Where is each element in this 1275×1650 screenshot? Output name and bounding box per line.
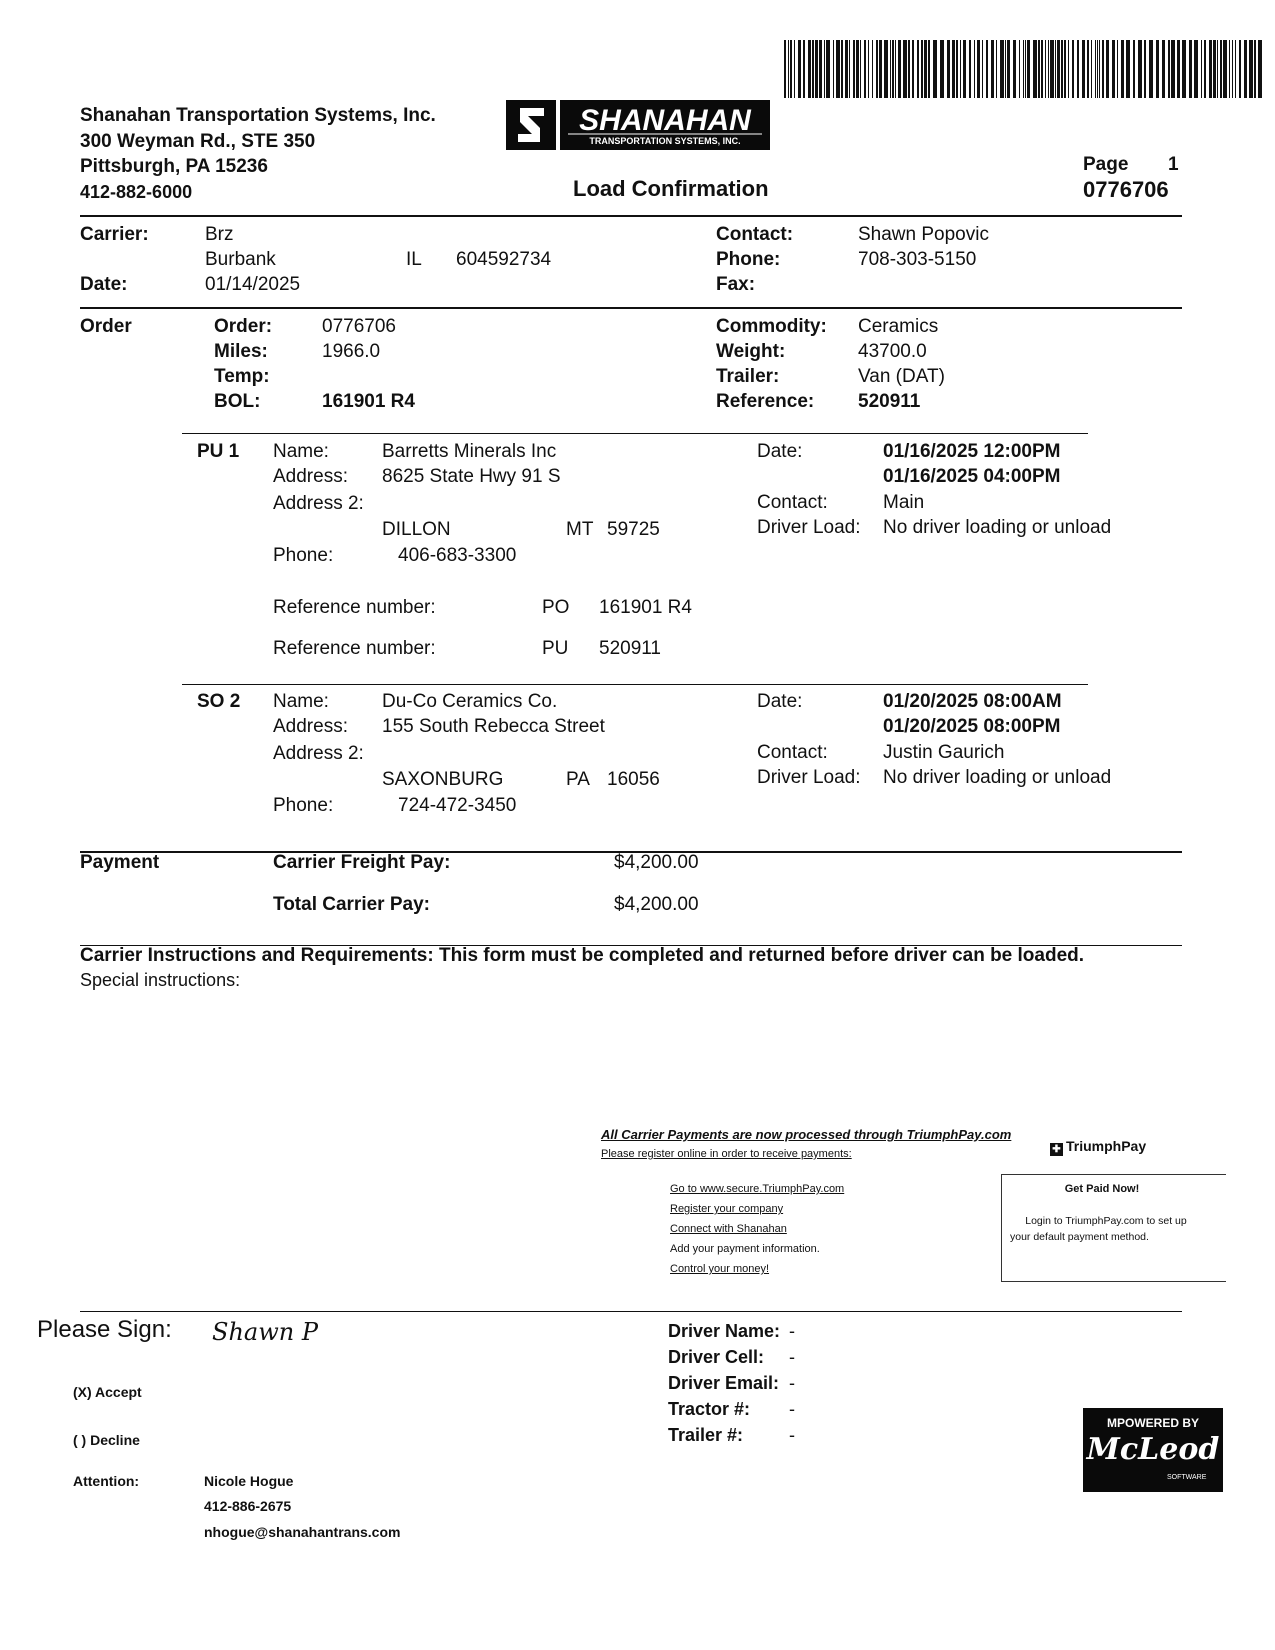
carrier-state: IL [406,249,422,270]
barcode-bar [1239,40,1241,98]
pu1-address: 8625 State Hwy 91 S [382,466,561,487]
barcode-bar [892,40,894,98]
triumph-step-1[interactable]: Go to www.secure.TriumphPay.com [670,1183,845,1195]
so2-phone: 724-472-3450 [398,795,517,816]
total-pay-amount: $4,200.00 [614,894,699,915]
barcode-bar [1244,40,1247,98]
so2-name-label: Name: [273,691,329,712]
driver-cell-label: Driver Cell: [668,1347,765,1367]
pu1-ref-label: Reference number: [273,597,436,618]
attention-name: Nicole Hogue [204,1473,294,1489]
barcode-bar [849,40,850,98]
triumph-logo-icon: ✚ [1050,1143,1063,1156]
company-phone: 412-882-6000 [80,182,193,202]
carrier-city: Burbank [205,249,276,270]
pu1-city: DILLON [382,519,451,540]
barcode-bar [1156,40,1159,98]
payment-section-label: Payment [80,852,160,873]
driver-email-label: Driver Email: [668,1373,780,1393]
barcode-bar [819,40,822,98]
pu1-zip: 59725 [607,519,660,540]
pu1-phone-label: Phone: [273,545,334,566]
barcode-bar [947,40,950,98]
barcode-bar [1229,40,1230,98]
please-sign-label: Please Sign: [37,1316,172,1343]
triumph-step-2: Register your company [670,1203,784,1215]
barcode-bar [952,40,955,98]
barcode-bar [1258,40,1262,98]
barcode-bar [1091,40,1092,98]
driver-name-label: Driver Name: [668,1321,781,1341]
pu1-date-label: Date: [757,441,803,462]
triumph-step-5: Control your money! [670,1263,770,1275]
carrier-date: 01/14/2025 [205,274,301,295]
barcode-bar [1168,40,1170,98]
mcleod-sub: SOFTWARE [1167,1474,1207,1481]
trailer-label: Trailer: [716,366,780,387]
driver-name[interactable]: - [789,1321,795,1341]
barcode-bar [924,40,927,98]
so2-date-to: 01/20/2025 08:00PM [883,716,1061,737]
temp-label: Temp: [214,366,270,387]
so2-name: Du-Co Ceramics Co. [382,691,558,712]
so2-phone-label: Phone: [273,795,334,816]
trailer-number[interactable]: - [789,1425,795,1445]
signature[interactable]: Shawn P [212,1318,318,1346]
barcode-bar [921,40,923,98]
barcode-bar [1082,40,1085,98]
special-instructions-label: Special instructions: [80,970,241,990]
triumph-brand-text: TriumphPay [1066,1138,1147,1154]
barcode-bar [1068,40,1069,98]
freight-pay-amount: $4,200.00 [614,852,699,873]
driver-email[interactable]: - [789,1373,795,1393]
date-label: Date: [80,274,128,295]
barcode-bar [1235,40,1236,98]
barcode-bar [812,40,814,98]
logo-sub: TRANSPORTATION SYSTEMS, INC. [589,136,741,146]
pu1-ref2-type: PU [542,638,569,659]
barcode-bar [1048,40,1049,98]
so2-address2-label: Address 2: [273,743,364,764]
mcleod-badge [1083,1408,1223,1492]
so2-zip: 16056 [607,769,660,790]
pu1-contact-label: Contact: [757,492,828,513]
barcode-bar [1005,40,1006,98]
barcode-bar [1097,40,1098,98]
order-number: 0776706 [322,316,396,337]
barcode-bar [969,40,971,98]
barcode-bar [836,40,840,98]
barcode-bar [1189,40,1192,98]
so2-state: PA [566,769,590,790]
company-address1: 300 Weyman Rd., STE 350 [80,131,316,152]
barcode-bar [933,40,937,98]
barcode-bar [1194,40,1198,98]
barcode-bar [841,40,843,98]
barcode-bar [890,40,891,98]
divider [80,1311,1182,1312]
barcode-bar [917,40,919,98]
pu1-driver-load: No driver loading or unload [883,517,1112,538]
pu1-ref2-value: 520911 [599,638,661,659]
attention-label: Attention: [73,1473,140,1489]
freight-pay-label: Carrier Freight Pay: [273,852,451,873]
pu1-name-label: Name: [273,441,329,462]
barcode-bar [1133,40,1135,98]
pu1-address2-label: Address 2: [273,493,364,514]
pu1-contact: Main [883,492,925,513]
barcode-bar [1213,40,1216,98]
order-reference: 520911 [858,391,921,412]
barcode-bar [824,40,825,98]
barcode-bar [940,40,944,98]
barcode-bar [1106,40,1109,98]
barcode-bar [991,40,994,98]
barcode-bar [928,40,930,98]
barcode-bar [982,40,983,98]
triumph-brand [1050,1138,1146,1156]
barcode-bar [1144,40,1146,98]
barcode-bar [1019,40,1020,98]
barcode [784,40,1264,100]
barcode-bar [1177,40,1180,98]
triumph-box-text-2: your default payment method. [1010,1231,1149,1243]
triumph-box-text-1: Login to TriumphPay.com to set up [1025,1215,1187,1227]
barcode-bar [1000,40,1004,98]
contact-label: Contact: [716,224,794,245]
so2-address: 155 South Rebecca Street [382,716,605,737]
page-label: Page [1083,154,1129,175]
company-name: Shanahan Transportation Systems, Inc. [80,105,436,126]
so2-date-from: 01/20/2025 08:00AM [883,691,1062,712]
so2-driver-load: No driver loading or unload [883,767,1112,788]
barcode-bar [1249,40,1253,98]
pu1-phone: 406-683-3300 [398,545,517,566]
so2-date-label: Date: [757,691,803,712]
barcode-bar [1025,40,1026,98]
order-label: Order: [214,316,273,337]
accept-option[interactable]: (X) Accept [73,1384,142,1400]
pu1-ref1-value: 161901 R4 [599,597,692,618]
reference-label: Reference: [716,391,815,412]
barcode-bar [895,40,896,98]
weight-label: Weight: [716,341,786,362]
barcode-bar [856,40,859,98]
divider [80,215,1182,217]
barcode-bar [908,40,910,98]
barcode-bar [1041,40,1043,98]
barcode-bar [1055,40,1056,98]
barcode-bar [1023,40,1024,98]
stop-tag-so2: SO 2 [197,691,241,712]
barcode-bar [872,40,873,98]
barcode-bar [1182,40,1186,98]
barcode-bar [898,40,901,98]
barcode-bar [903,40,907,98]
pu1-ref-label: Reference number: [273,638,436,659]
barcode-bar [860,40,861,98]
triumph-step-4: Add your payment information. [670,1243,820,1255]
barcode-bar [879,40,882,98]
barcode-bar [1095,40,1096,98]
barcode-bar [803,40,805,98]
phone-label: Phone: [716,249,781,270]
order-miles: 1966.0 [322,341,381,362]
pu1-address-label: Address: [273,466,348,487]
barcode-bar [963,40,966,98]
pu1-date-from: 01/16/2025 12:00PM [883,441,1061,462]
barcode-bar [1072,40,1074,98]
barcode-bar [1061,40,1063,98]
pu1-name: Barretts Minerals Inc [382,441,557,462]
barcode-bar [1007,40,1010,98]
divider [182,433,1088,434]
tractor-number[interactable]: - [789,1399,795,1419]
so2-city: SAXONBURG [382,769,504,790]
barcode-bar [1033,40,1037,98]
barcode-bar [912,40,914,98]
mcleod-brand: McLeod [1086,1432,1220,1467]
barcode-bar [794,40,795,98]
barcode-bar [1204,40,1206,98]
so2-contact-label: Contact: [757,742,828,763]
triumph-step-3: Connect with Shanahan [670,1223,787,1235]
barcode-bar [826,40,830,98]
order-weight: 43700.0 [858,341,927,362]
barcode-bar [1138,40,1142,98]
attention-email: nhogue@shanahantrans.com [204,1524,401,1540]
barcode-bar [1099,40,1100,98]
barcode-bar [956,40,958,98]
shanahan-logo [506,98,770,152]
barcode-bar [1162,40,1165,98]
mcleod-top-text: MPOWERED BY [1106,1416,1199,1430]
barcode-bar [1223,40,1227,98]
order-commodity: Ceramics [858,316,939,337]
barcode-bar [853,40,855,98]
total-pay-label: Total Carrier Pay: [273,894,430,915]
barcode-bar [1232,40,1233,98]
barcode-bar [996,40,997,98]
divider [80,307,1182,309]
carrier-label: Carrier: [80,224,149,245]
barcode-bar [1121,40,1124,98]
barcode-bar [1217,40,1218,98]
barcode-bar [986,40,988,98]
document-title: Load Confirmation [573,176,769,201]
page-number: 1 [1168,154,1179,175]
carrier-name: Brz [205,224,234,245]
triumph-box-title: Get Paid Now! [1064,1183,1140,1195]
carrier-zip: 604592734 [456,249,552,270]
fax-label: Fax: [716,274,756,295]
barcode-bar [808,40,811,98]
barcode-bar [1209,40,1212,98]
attention-phone: 412-886-2675 [204,1498,292,1514]
barcode-bar [876,40,878,98]
miles-label: Miles: [214,341,268,362]
barcode-bar [1050,40,1054,98]
barcode-bar [1038,40,1040,98]
barcode-bar [1027,40,1030,98]
barcode-bar [788,40,789,98]
order-trailer: Van (DAT) [858,366,945,387]
barcode-bar [1149,40,1153,98]
barcode-bar [798,40,801,98]
pu1-ref1-type: PO [542,597,570,618]
barcode-bar [1077,40,1079,98]
order-section-label: Order [80,316,132,337]
barcode-bar [864,40,866,98]
so2-address-label: Address: [273,716,348,737]
barcode-bar [833,40,834,98]
bol-label: BOL: [214,391,261,412]
barcode-bar [1057,40,1060,98]
pu1-state: MT [566,519,594,540]
barcode-bar [1220,40,1222,98]
decline-option[interactable]: ( ) Decline [73,1432,140,1448]
barcode-bar [977,40,980,98]
barcode-bar [1112,40,1115,98]
triumph-subline: Please register online in order to receive payments: [601,1148,852,1160]
barcode-bar [1126,40,1130,98]
commodity-label: Commodity: [716,316,827,337]
barcode-bar [784,40,786,98]
so2-contact: Justin Gaurich [883,742,1005,763]
header-order-number: 0776706 [1083,177,1169,202]
tractor-label: Tractor #: [668,1399,751,1419]
barcode-bar [1117,40,1118,98]
company-address2: Pittsburgh, PA 15236 [80,156,268,177]
driver-cell[interactable]: - [789,1347,795,1367]
so2-driver-load-label: Driver Load: [757,767,861,788]
stop-tag-pu1: PU 1 [197,441,240,462]
barcode-bar [1171,40,1175,98]
barcode-bar [1045,40,1046,98]
barcode-bar [815,40,818,98]
barcode-bar [790,40,792,98]
barcode-bar [845,40,848,98]
barcode-bar [1064,40,1066,98]
triumph-headline: All Carrier Payments are now processed through TriumphPay.com [601,1127,1012,1142]
barcode-bar [1201,40,1202,98]
divider [182,684,1088,685]
barcode-bar [1013,40,1016,98]
barcode-bar [1254,40,1256,98]
barcode-bar [884,40,888,98]
pu1-driver-load-label: Driver Load: [757,517,861,538]
barcode-bar [1087,40,1089,98]
instructions-heading: Carrier Instructions and Requirements: This form must be completed and returned before driver can be loaded. [80,945,1085,966]
barcode-bar [960,40,961,98]
carrier-contact: Shawn Popovic [858,224,989,245]
barcode-bar [974,40,975,98]
barcode-bar [1102,40,1104,98]
logo-word: SHANAHAN [579,104,751,137]
order-bol: 161901 R4 [322,391,415,412]
carrier-phone: 708-303-5150 [858,249,977,270]
triumph-info-box [1001,1174,1226,1282]
pu1-date-to: 01/16/2025 04:00PM [883,466,1061,487]
barcode-bar [868,40,869,98]
trailer-number-label: Trailer #: [668,1425,744,1445]
